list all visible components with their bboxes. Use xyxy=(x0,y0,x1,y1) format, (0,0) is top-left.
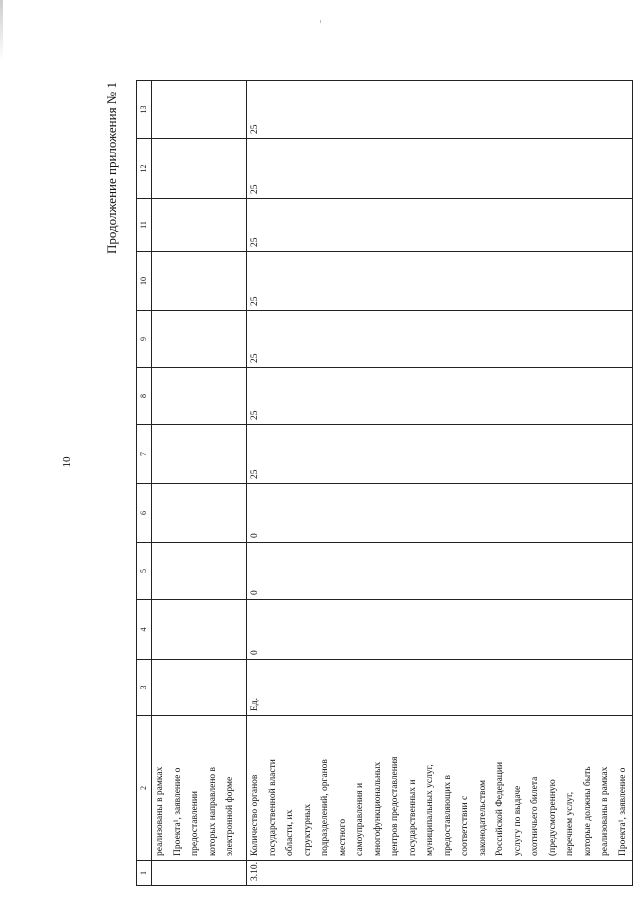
value-cell xyxy=(152,252,247,311)
indicator-line: которые должны быть xyxy=(582,766,593,856)
indicator-line: соответствии с xyxy=(460,795,470,856)
landscape-table xyxy=(136,81,628,886)
indicator-line: электронной форме xyxy=(225,776,235,856)
value-cell xyxy=(152,425,247,484)
indicator-line: самоуправления и xyxy=(355,782,365,856)
column-header: 8 xyxy=(137,368,152,425)
value-cell xyxy=(152,311,247,368)
unit-cell xyxy=(152,660,247,716)
column-header: 1 xyxy=(137,861,152,886)
indicator-line: Количество органов xyxy=(250,774,260,856)
indicator-line: подразделений, органов xyxy=(320,759,330,856)
indicator-line: государственной власти xyxy=(267,759,278,856)
indicator-line: законодательством xyxy=(477,779,488,856)
column-header: 6 xyxy=(137,484,152,543)
value-cell xyxy=(152,368,247,425)
column-header: 12 xyxy=(137,139,152,199)
indicator-line: охотничьего билета xyxy=(530,776,540,856)
column-header: 3 xyxy=(137,660,152,716)
column-header: 7 xyxy=(137,425,152,484)
value-cell: 25 xyxy=(247,368,633,425)
value-cell: 25 xyxy=(247,199,633,252)
indicator-line: предоставляющих в xyxy=(442,774,453,856)
indicator-line: муниципальных услуг, xyxy=(425,764,435,856)
row-code: 3.10. xyxy=(247,861,633,886)
indicator-line: услугу по выдаче xyxy=(512,785,523,856)
indicator-line: предоставлении xyxy=(190,790,200,856)
scan-edge-mark xyxy=(0,0,3,60)
table-row xyxy=(247,81,633,886)
column-header: 4 xyxy=(137,600,152,660)
value-cell xyxy=(152,600,247,660)
scan-tick-mark xyxy=(320,20,321,23)
value-cell: 25 xyxy=(247,81,633,139)
rotated-table-frame xyxy=(136,81,628,886)
column-header: 13 xyxy=(137,81,152,139)
value-cell xyxy=(152,81,247,139)
indicator-line: Проекта¹, заявление о xyxy=(617,767,628,856)
indicator-line: реализованы в рамках xyxy=(155,766,165,856)
page-number: 10 xyxy=(61,456,73,468)
indicator-line: многофункциональных xyxy=(372,761,383,856)
value-cell xyxy=(152,139,247,199)
continuation-title: Продолжение приложения № 1 xyxy=(104,82,119,254)
indicator-cell xyxy=(247,716,633,861)
indicator-line: местного xyxy=(337,818,348,856)
value-cell: 0 xyxy=(247,600,633,660)
indicator-line: реализованы в рамках xyxy=(600,766,610,856)
value-cell: 25 xyxy=(247,311,633,368)
value-cell: 0 xyxy=(247,543,633,600)
indicator-cell xyxy=(152,716,247,861)
indicator-line: центров предоставления xyxy=(390,756,400,856)
column-header: 2 xyxy=(137,716,152,861)
value-cell: 25 xyxy=(247,139,633,199)
indicator-line: перечнем услуг, xyxy=(565,791,575,856)
value-cell xyxy=(152,543,247,600)
indicator-line: области, их xyxy=(285,809,295,856)
column-header: 9 xyxy=(137,311,152,368)
value-cell: 25 xyxy=(247,425,633,484)
value-cell xyxy=(152,199,247,252)
value-cell: 25 xyxy=(247,252,633,311)
indicator-line: Российской Федерации xyxy=(495,761,505,856)
indicator-line: Проекта¹, заявление о xyxy=(172,767,183,856)
unit-cell: Ед. xyxy=(247,660,633,716)
column-header: 10 xyxy=(137,252,152,311)
indicator-line: которых направлено в xyxy=(207,766,218,856)
value-cell: 0 xyxy=(247,484,633,543)
indicator-line: структурных xyxy=(302,803,313,856)
column-header: 11 xyxy=(137,199,152,252)
row-code xyxy=(152,861,247,886)
indicator-table xyxy=(136,80,633,886)
value-cell xyxy=(152,484,247,543)
table-row xyxy=(152,81,247,886)
column-header: 5 xyxy=(137,543,152,600)
indicator-line: (предусмотренную xyxy=(547,779,558,856)
column-number-row xyxy=(137,81,152,886)
indicator-line: государственных и xyxy=(407,779,418,856)
